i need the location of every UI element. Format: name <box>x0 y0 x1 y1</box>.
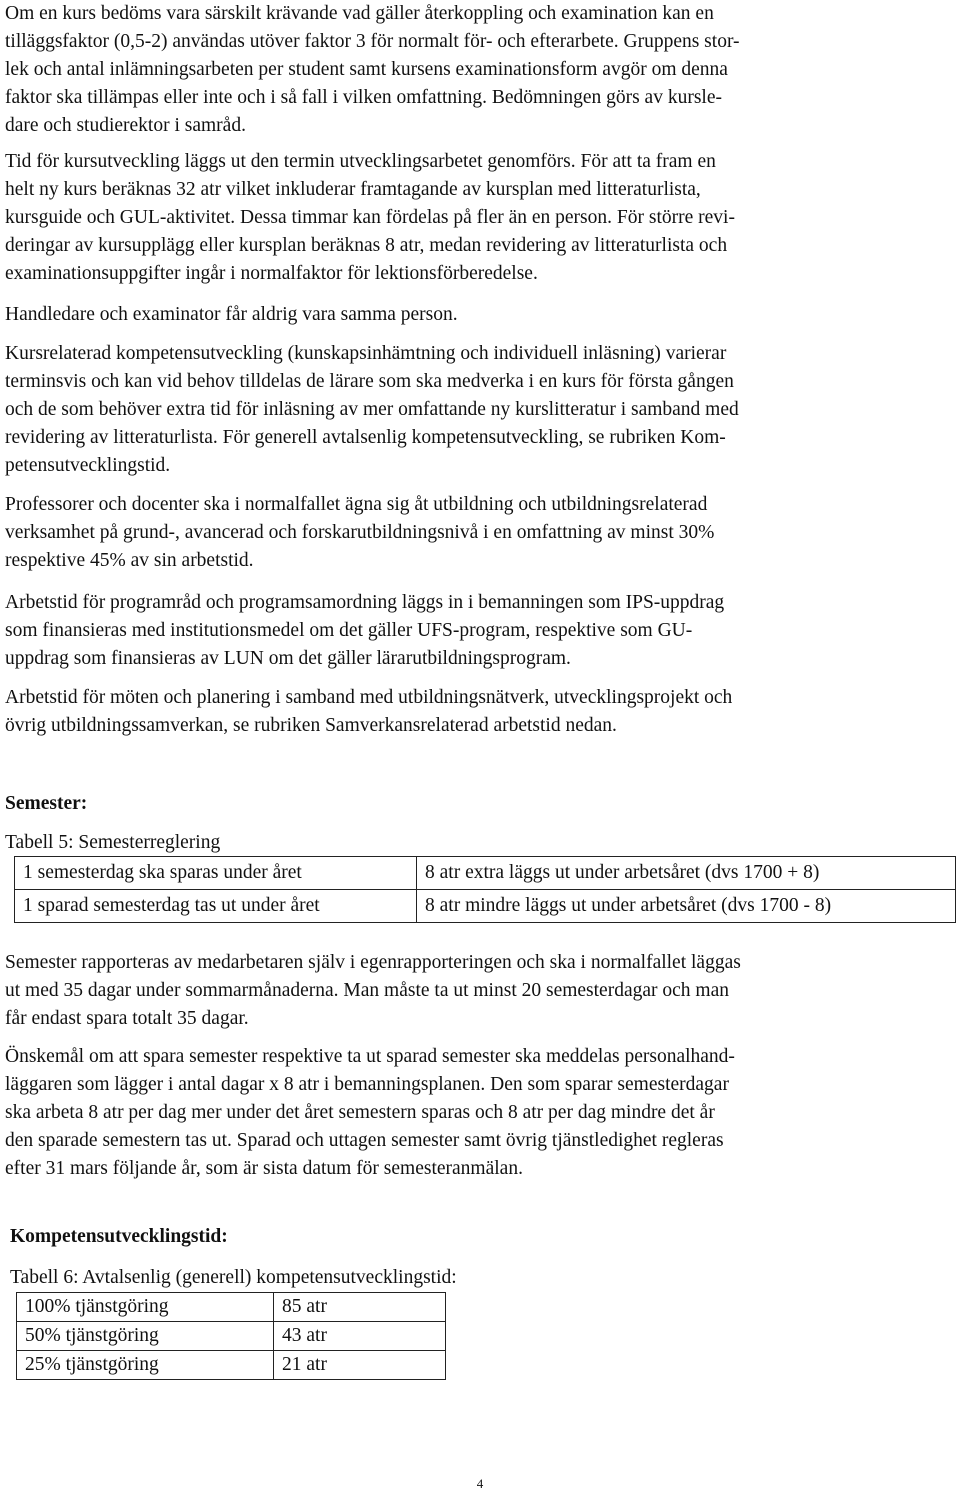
table-row <box>17 1351 446 1380</box>
paragraph-kursrelaterad <box>5 340 935 480</box>
text-line: Professorer och docenter ska i normalfallet ägna sig åt utbildning och utbildningsrelaterad <box>5 494 708 515</box>
text-line: den sparade semestern tas ut. Sparad och uttagen semester samt övrig tjänstledighet regleras <box>5 1130 724 1151</box>
text-line: lek och antal inlämningsarbeten per student samt kursens examinationsform avgör om denna <box>5 59 728 80</box>
semester-table <box>14 856 956 923</box>
paragraph-professorer <box>5 491 935 575</box>
text-line: Semester rapporteras av medarbetaren själv i egenrapporteringen och ska i normalfallet läggas <box>5 952 741 973</box>
text-line: petensutvecklingstid. <box>5 455 171 476</box>
text-line: revidering av litteraturlista. För generell avtalsenlig kompetensutveckling, se rubriken Kom- <box>5 427 726 448</box>
text-line: Önskemål om att spara semester respektive ta ut sparad semester ska meddelas personalhand- <box>5 1046 735 1067</box>
table-cell: 25% tjänstgöring <box>17 1351 274 1380</box>
kompetens-table <box>16 1292 446 1380</box>
table-cell: 50% tjänstgöring <box>17 1322 274 1351</box>
text-line: Tid för kursutveckling läggs ut den termin utvecklingsarbetet genomförs. För att ta fram en <box>5 151 716 172</box>
paragraph-tilläggsfaktor <box>5 0 935 140</box>
paragraph-moten <box>5 684 935 740</box>
paragraph-handledare <box>5 301 935 329</box>
table-row <box>17 1322 446 1351</box>
text-line: terminsvis och kan vid behov tilldelas de lärare som ska medverka i en kurs för första gången <box>5 371 734 392</box>
text-line: som finansieras med institutionsmedel om det gäller UFS-program, respektive som GU- <box>5 620 693 641</box>
table-row <box>17 1293 446 1322</box>
paragraph-programrad <box>5 589 935 673</box>
table-cell: 1 semesterdag ska sparas under året <box>15 857 417 890</box>
text-line: Kursrelaterad kompetensutveckling (kunskapsinhämtning och individuell inläsning) varierar <box>5 343 727 364</box>
text-line: dare och studierektor i samråd. <box>5 115 246 136</box>
text-line: läggaren som lägger i antal dagar x 8 atr i bemanningsplanen. Den som sparar semesterdagar <box>5 1074 729 1095</box>
text-line: faktor ska tillämpas eller inte och i så fall i vilken omfattning. Bedömningen görs av kursle- <box>5 87 722 108</box>
table-cell: 8 atr extra läggs ut under arbetsåret (dvs 1700 + 8) <box>417 857 956 890</box>
paragraph-onskemal <box>5 1043 935 1183</box>
text-line: och de som behöver extra tid för inläsning av mer omfattande ny kurslitteratur i samband med <box>5 399 739 420</box>
paragraph-kursutveckling <box>5 148 935 288</box>
table6-caption: Tabell 6: Avtalsenlig (generell) kompetensutvecklingstid: <box>10 1267 457 1288</box>
table5-caption: Tabell 5: Semesterreglering <box>5 832 221 853</box>
table-cell: 85 atr <box>274 1293 446 1322</box>
table-cell: 21 atr <box>274 1351 446 1380</box>
page-number: 4 <box>476 1476 484 1491</box>
text-line: Om en kurs bedöms vara särskilt krävande vad gäller återkoppling och examination kan en <box>5 3 714 24</box>
text-line: examinationsuppgifter ingår i normalfaktor för lektionsförberedelse. <box>5 263 538 284</box>
text-line: Handledare och examinator får aldrig vara samma person. <box>5 304 458 325</box>
table-row <box>15 857 956 890</box>
text-line: ut med 35 dagar under sommarmånaderna. Man måste ta ut minst 20 semesterdagar och man <box>5 980 729 1001</box>
semester-heading: Semester: <box>5 793 88 814</box>
text-line: deringar av kursupplägg eller kursplan beräknas 8 atr, medan revidering av litteraturlista och <box>5 235 728 256</box>
text-line: övrig utbildningssamverkan, se rubriken Samverkansrelaterad arbetstid nedan. <box>5 715 617 736</box>
table-cell: 8 atr mindre läggs ut under arbetsåret (dvs 1700 - 8) <box>417 890 956 923</box>
text-line: respektive 45% av sin arbetstid. <box>5 550 254 571</box>
table-cell: 100% tjänstgöring <box>17 1293 274 1322</box>
table-cell: 1 sparad semesterdag tas ut under året <box>15 890 417 923</box>
text-line: tilläggsfaktor (0,5-2) användas utöver faktor 3 för normalt för- och efterarbete. Gruppens stor- <box>5 31 740 52</box>
text-line: efter 31 mars följande år, som är sista datum för semesteranmälan. <box>5 1158 523 1179</box>
text-line: Arbetstid för möten och planering i samband med utbildningsnätverk, utvecklingsprojekt och <box>5 687 733 708</box>
text-line: verksamhet på grund-, avancerad och forskarutbildningsnivå i en omfattning av minst 30% <box>5 522 715 543</box>
table-cell: 43 atr <box>274 1322 446 1351</box>
text-line: får endast spara totalt 35 dagar. <box>5 1008 249 1029</box>
text-line: uppdrag som finansieras av LUN om det gäller lärarutbildningsprogram. <box>5 648 571 669</box>
table-row <box>15 890 956 923</box>
kompetens-heading: Kompetensutvecklingstid: <box>10 1226 228 1247</box>
paragraph-semester-rapportering <box>5 949 935 1033</box>
text-line: ska arbeta 8 atr per dag mer under det året semestern sparas och 8 atr per dag mindre det år <box>5 1102 715 1123</box>
text-line: Arbetstid för programråd och programsamordning läggs in i bemanningen som IPS-uppdrag <box>5 592 725 613</box>
text-line: kursguide och GUL-aktivitet. Dessa timmar kan fördelas på fler än en person. För större revi- <box>5 207 735 228</box>
text-line: helt ny kurs beräknas 32 atr vilket inkluderar framtagande av kursplan med litteraturlista, <box>5 179 701 200</box>
